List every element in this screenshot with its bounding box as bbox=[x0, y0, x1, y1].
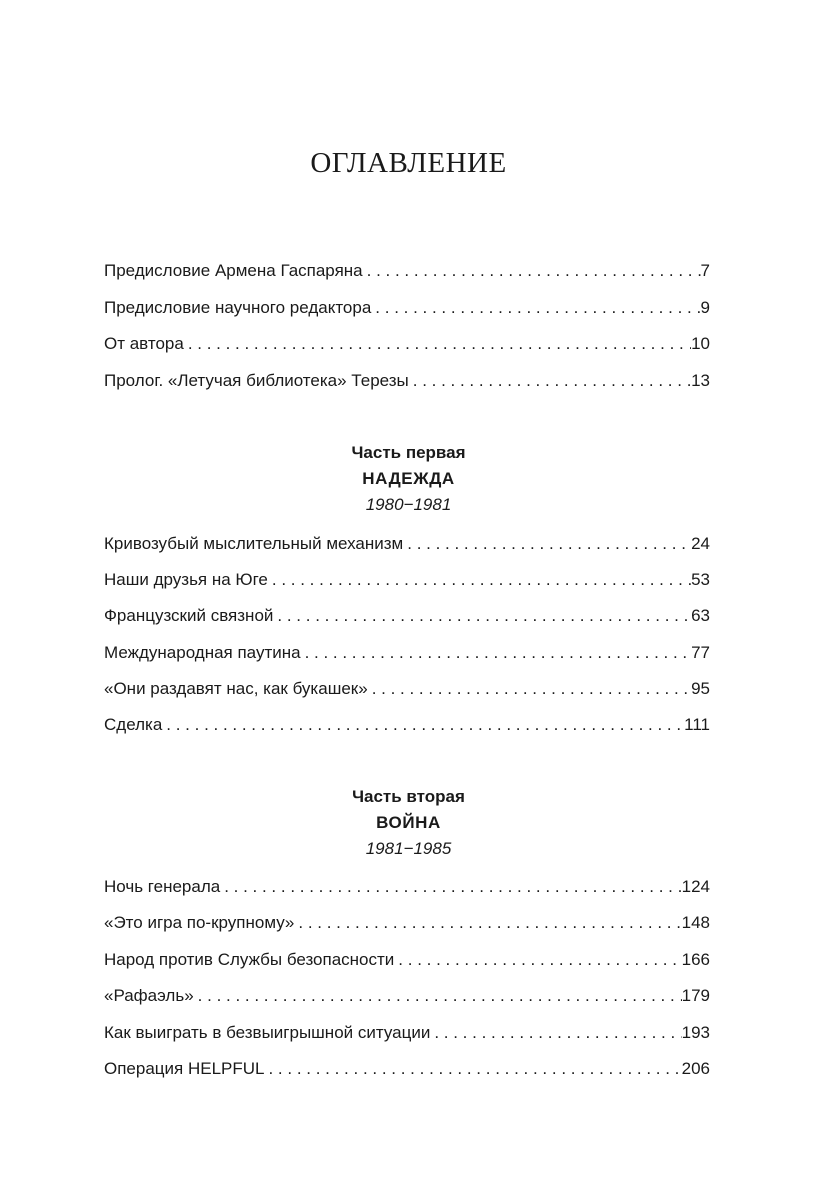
toc-entry[interactable] bbox=[104, 875, 710, 899]
part-name: НАДЕЖДА bbox=[362, 469, 455, 488]
toc-leader-dots bbox=[268, 568, 691, 592]
part-label: Часть вторая bbox=[352, 787, 465, 806]
toc-entry-page: 166 bbox=[681, 950, 710, 969]
toc-leader-dots bbox=[220, 875, 681, 899]
toc-entry-page: 10 bbox=[691, 334, 710, 353]
toc-entry-page: 9 bbox=[700, 298, 710, 317]
toc-leader-dots bbox=[194, 984, 682, 1008]
part-years: 1981−1985 bbox=[365, 839, 452, 858]
toc-entry-title: «Они раздавят нас, как букашек» bbox=[104, 679, 368, 698]
toc-entry-title: Сделка bbox=[104, 715, 163, 734]
toc-entry-title: Ночь генерала bbox=[104, 877, 221, 896]
toc-leader-dots bbox=[368, 677, 691, 701]
toc-entry[interactable] bbox=[104, 604, 710, 628]
toc-leader-dots bbox=[301, 641, 692, 665]
toc-entry[interactable] bbox=[104, 296, 710, 320]
toc-entry-title: Предисловие научного редактора bbox=[104, 298, 372, 317]
toc-entry[interactable] bbox=[104, 369, 710, 393]
toc-entry-page: 77 bbox=[691, 643, 710, 662]
toc-leader-dots bbox=[409, 369, 691, 393]
part-label: Часть первая bbox=[351, 443, 466, 462]
toc-entry[interactable] bbox=[104, 911, 710, 935]
toc-entry[interactable] bbox=[104, 1021, 710, 1045]
toc-leader-dots bbox=[264, 1057, 681, 1081]
toc-entry-page: 63 bbox=[691, 606, 710, 625]
toc-entry-page: 206 bbox=[681, 1059, 710, 1078]
toc-entry[interactable] bbox=[104, 332, 710, 356]
toc-entry-title: «Рафаэль» bbox=[104, 986, 194, 1005]
toc-leader-dots bbox=[363, 259, 701, 283]
toc-entry-title: Кривозубый мыслительный механизм bbox=[104, 534, 404, 553]
part-name: ВОЙНА bbox=[376, 813, 441, 832]
toc-entry[interactable] bbox=[104, 713, 710, 737]
toc-entry[interactable] bbox=[104, 948, 710, 972]
toc-entry-title: Как выиграть в безвыигрышной ситуации bbox=[104, 1023, 431, 1042]
toc-entry[interactable] bbox=[104, 677, 710, 701]
toc-entry-title: Предисловие Армена Гаспаряна bbox=[104, 261, 363, 280]
toc-leader-dots bbox=[430, 1021, 681, 1045]
toc-entry[interactable] bbox=[104, 984, 710, 1008]
toc-entry-page: 179 bbox=[681, 986, 710, 1005]
toc-entry-title: «Это игра по-крупному» bbox=[104, 913, 295, 932]
toc-leader-dots bbox=[294, 911, 681, 935]
toc-entry-page: 124 bbox=[681, 877, 710, 896]
toc-entry-title: Французский связной bbox=[104, 606, 274, 625]
toc-entry-page: 24 bbox=[691, 534, 710, 553]
toc-leader-dots bbox=[162, 713, 684, 737]
toc-leader-dots bbox=[273, 604, 691, 628]
toc-entry-page: 13 bbox=[691, 371, 710, 390]
toc-entry-page: 95 bbox=[691, 679, 710, 698]
toc-entry-page: 7 bbox=[700, 261, 710, 280]
toc-entry-title: Пролог. «Летучая библиотека» Терезы bbox=[104, 371, 409, 390]
toc-entry-title: Операция HELPFUL bbox=[104, 1059, 265, 1078]
toc-entry-title: Народ против Службы безопасности bbox=[104, 950, 395, 969]
part-years: 1980−1981 bbox=[365, 495, 452, 514]
page-title: ОГЛАВЛЕНИЕ bbox=[310, 147, 507, 179]
toc-entry-page: 53 bbox=[691, 570, 710, 589]
toc-leader-dots bbox=[394, 948, 681, 972]
toc-entry[interactable] bbox=[104, 259, 710, 283]
toc-entry-page: 148 bbox=[681, 913, 710, 932]
toc-entry[interactable] bbox=[104, 532, 710, 556]
toc-leader-dots bbox=[371, 296, 700, 320]
toc-entry-page: 193 bbox=[681, 1023, 710, 1042]
toc-leader-dots bbox=[184, 332, 691, 356]
toc-entry-title: От автора bbox=[104, 334, 184, 353]
toc-entry[interactable] bbox=[104, 641, 710, 665]
toc-entry[interactable] bbox=[104, 568, 710, 592]
toc-entry-title: Международная паутина bbox=[104, 643, 301, 662]
toc-entry-title: Наши друзья на Юге bbox=[104, 570, 268, 589]
toc-entry-page: 111 bbox=[684, 715, 710, 734]
toc-leader-dots bbox=[403, 532, 691, 556]
toc-entry[interactable] bbox=[104, 1057, 710, 1081]
